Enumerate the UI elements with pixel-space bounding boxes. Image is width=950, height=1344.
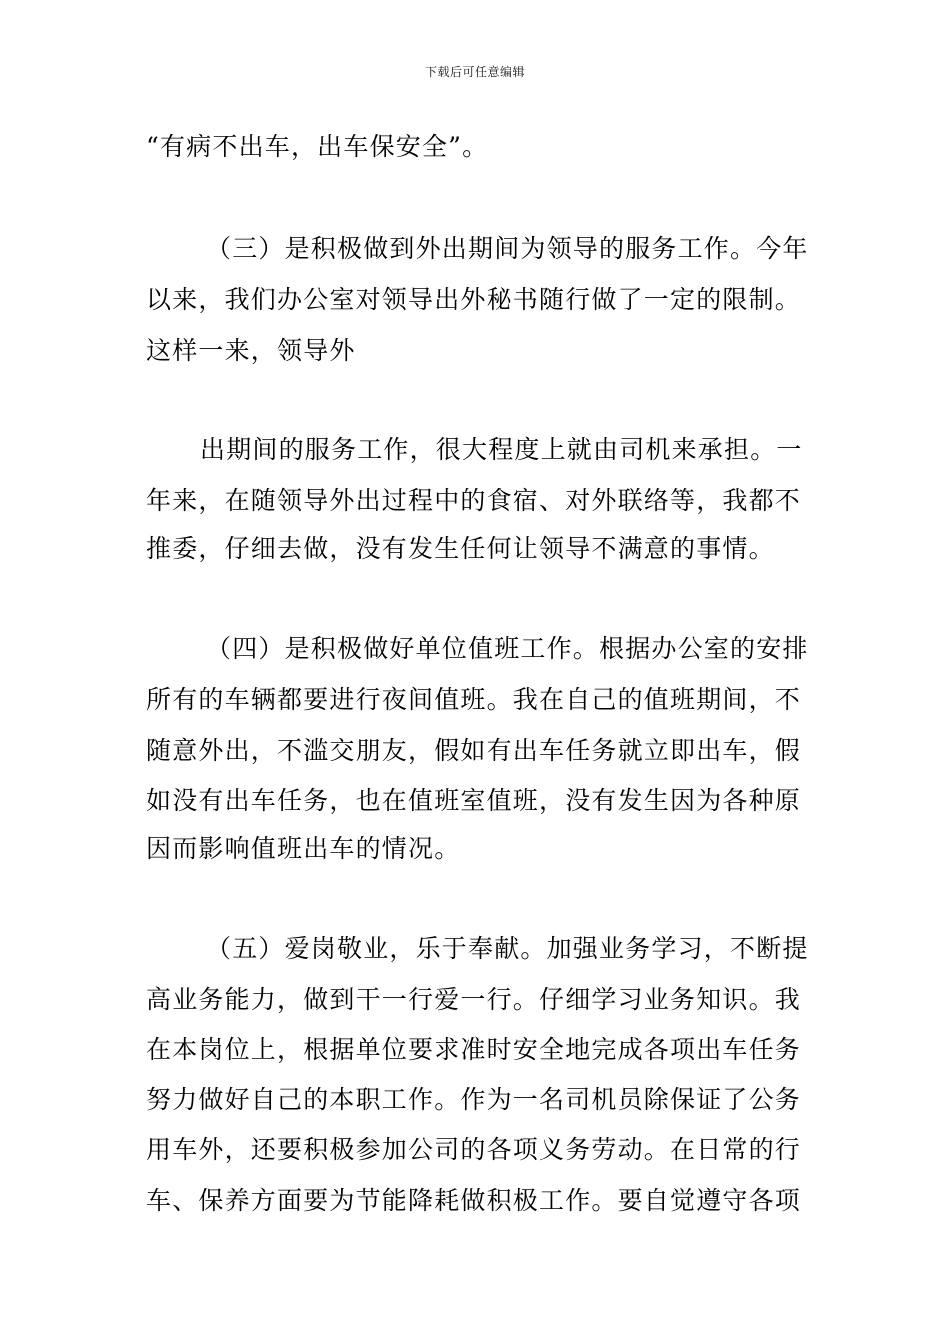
paragraph-line: 因而影响值班出车的情况。 [146, 834, 461, 863]
paragraph-line: 以来，我们办公室对领导出外秘书随行做了一定的限制。 [146, 285, 802, 314]
paragraph-line: （三）是积极做到外出期间为领导的服务工作。今年 [206, 234, 809, 263]
paragraph-line: 这样一来，领导外 [146, 336, 356, 365]
paragraph-line: （五）爱岗敬业，乐于奉献。加强业务学习，不断提 [206, 934, 809, 963]
paragraph-line: 如没有出车任务，也在值班室值班，没有发生因为各种原 [146, 786, 802, 815]
paragraph-line: 所有的车辆都要进行夜间值班。我在自己的值班期间，不 [146, 685, 802, 714]
paragraph-line: 年来，在随领导外出过程中的食宿、对外联络等，我都不 [146, 486, 802, 515]
paragraph-line: “有病不出车，出车保安全”。 [146, 132, 489, 161]
page-header: 下载后可任意编辑 [424, 65, 525, 79]
paragraph-line: 在本岗位上，根据单位要求准时安全地完成各项出车任务 [146, 1035, 802, 1064]
paragraph-line: 高业务能力，做到干一行爱一行。仔细学习业务知识。我 [146, 985, 802, 1014]
paragraph-line: 随意外出，不滥交朋友，假如有出车任务就立即出车，假 [146, 736, 802, 765]
paragraph-line: 推委，仔细去做，没有发生任何让领导不满意的事情。 [146, 534, 775, 563]
paragraph-line: 用车外，还要积极参加公司的各项义务劳动。在日常的行 [146, 1135, 802, 1164]
paragraph-line: （四）是积极做好单位值班工作。根据办公室的安排 [206, 634, 809, 663]
paragraph-line: 努力做好自己的本职工作。作为一名司机员除保证了公务 [146, 1085, 802, 1114]
paragraph-line: 车、保养方面要为节能降耗做积极工作。要自觉遵守各项 [146, 1186, 802, 1215]
paragraph-line: 出期间的服务工作，很大程度上就由司机来承担。一 [200, 435, 803, 464]
